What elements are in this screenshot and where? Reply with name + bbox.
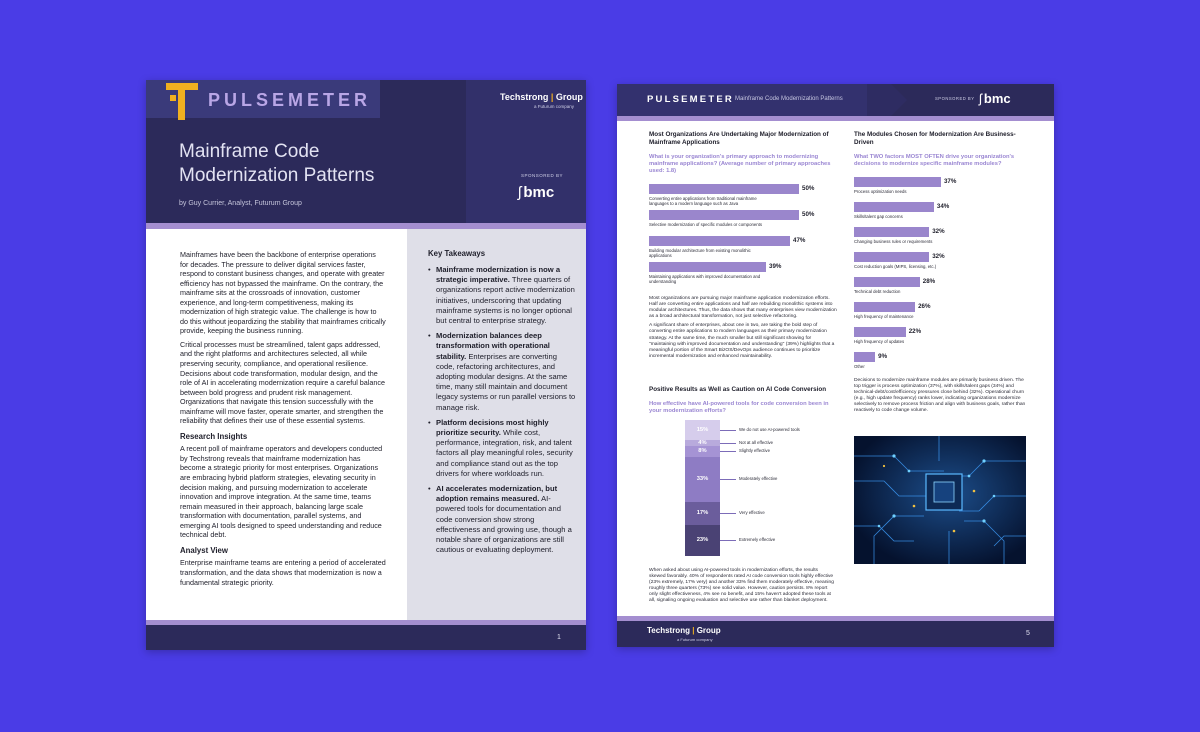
segment-category-label: We do not use AI-powered tools: [739, 427, 800, 433]
bar-category-label: Building modular architecture from existing monolithic applications: [649, 248, 751, 259]
techstrong-name: Techstrong: [500, 92, 549, 102]
brand-name: PULSEMETER: [208, 90, 372, 110]
bar-category-label: Changing business rules or requirements: [854, 239, 933, 244]
chart-bar: [649, 262, 766, 272]
takeaway-item: [428, 265, 576, 326]
bullet-icon: •: [428, 265, 431, 274]
intro-paragraph: Critical processes must be streamlined, talent gaps addressed, and the right platforms and architectures selected, all while preserving security, compliance, and operational resilience. Decisions about code transformation, modular design, and the role of AI in accelerating modernization require a careful balance between bold progress and prudent risk management. Organizations that navigate this tension successfully with the mainframe will move faster, operate smarter, and strengthen the reliability that defines their use of these essential systems.: [180, 339, 385, 426]
chart-bar: [854, 177, 941, 187]
leader-line: [720, 430, 736, 431]
bar-value-label: 28%: [922, 278, 936, 285]
body-paragraph: A significant share of enterprises, about one in two, are taking the bold step of converting entire applications to modern languages as their primary modernization strategy. At the same time, the much smaller but still significant showing for "maintaining with improved documentation and understanding" (39%) highlights that a meaningful portion of the Smart BizOS/DevOps audience continues to prioritize incremental modernization and enhanced maintainability.: [649, 323, 835, 359]
takeaway-item: [428, 484, 576, 555]
bmc-mark-icon: ʃ: [518, 184, 522, 201]
futurum-tagline: a Futurum company: [534, 104, 575, 109]
takeaway-item: [428, 331, 576, 413]
bar-value-label: 47%: [793, 237, 806, 244]
section-title: The Modules Chosen for Modernization Are Business-Driven: [854, 131, 1016, 146]
analyst-paragraph: Enterprise mainframe teams are entering a period of accelerated transformation, and the data shows that modernization is now a fundamental strategic priority.: [180, 558, 386, 587]
chart-bar: [854, 252, 929, 262]
bar-category-label: Technical debt reduction: [854, 289, 901, 294]
intro-paragraph: Mainframes have been the backbone of enterprise operations for decades. The pressure to deliver digital services faster, respond to constant business changes, and operate with greater efficiency has not bypassed the mainframe. On the contrary, the mainframe sits at the crossroads of innovation, customer experience, and long-term competitiveness, making its modernization of high strategic value. The challenge is how to do this without jeopardizing the stability that mainframes critically provide, keeping the business running.: [180, 250, 386, 336]
key-takeaways-panel: [407, 229, 586, 620]
bar-value-label: 37%: [943, 178, 957, 185]
section-title: Most Organizations Are Undertaking Major Modernization of Mainframe Applications: [649, 131, 829, 146]
cover-header: [146, 80, 586, 223]
page-footer: [146, 625, 586, 650]
bullet-icon: •: [428, 331, 431, 341]
chart-bar: [854, 352, 875, 362]
page-number: 1: [557, 634, 561, 641]
segment-category-label: Very effective: [739, 510, 765, 516]
page-header: [617, 84, 1054, 116]
stacked-segment: 33%: [685, 457, 720, 502]
leader-line: [720, 513, 736, 514]
sponsor-panel: [466, 80, 586, 223]
leader-line: [720, 479, 736, 480]
bar-category-label: Cost reduction goals (MIPS, licensing, etc.): [854, 264, 937, 269]
page-number: 5: [1026, 630, 1030, 637]
bar-category-label: Maintaining applications with improved documentation and understanding: [649, 274, 761, 285]
bar-value-label: 32%: [932, 228, 945, 235]
bar-category-label: Skills/talent gap concerns: [854, 214, 903, 219]
research-paragraph: A recent poll of mainframe operators and developers conducted by Techstrong reveals that mainframe modernization has become a strategic priority for most enterprises. Organizations are embracing hybrid platform strategies, elevating security in decision making, and pursuing modernization to accelerate innovation and improve integration. At the same time, teams remain measured in their approach, balancing large scale transformation with documentation, parallel systems, and emerging AI tools designed to speed understanding and reduce technical debt.: [180, 444, 383, 540]
section-body: [854, 378, 1029, 418]
analyst-view-heading: Analyst View: [180, 545, 228, 555]
takeaway-lead: Platform decisions most highly prioritize security.: [436, 417, 549, 438]
bar-value-label: 26%: [918, 303, 931, 310]
bar-value-label: 50%: [802, 211, 815, 218]
logo-separator: |: [550, 92, 554, 102]
techstrong-group: Group: [696, 626, 721, 635]
chart-bar: [649, 184, 799, 194]
stacked-segment: 23%: [685, 525, 720, 556]
bar-value-label: 22%: [908, 328, 922, 335]
header-report-title: Mainframe Code Modernization Patterns: [735, 96, 843, 102]
survey-question: What TWO factors MOST OFTEN drive your organization's decisions to modernize specific mainframe modules?: [854, 154, 1015, 168]
report-byline: by Guy Currier, Analyst, Futurum Group: [179, 200, 302, 207]
segment-category-label: Extremely effective: [739, 537, 776, 543]
bullet-icon: •: [428, 417, 431, 427]
techstrong-logo: [500, 92, 583, 102]
header-divider: [617, 116, 1054, 121]
research-insights-heading: Research Insights: [180, 431, 248, 441]
takeaway-text: AI-powered tools for documentation and code conversion show strong effectiveness and growing use, though a notable share of organizations are still cautious or evaluating deployment.: [436, 494, 572, 555]
takeaway-text: Enterprises are converting code, refactoring architectures, and adopting modular designs. At the same time, many still maintain and document legacy systems or run parallel versions to manage risk.: [436, 351, 576, 412]
bmc-logo: [518, 184, 554, 201]
bar-category-label: Selective modernization of specific modules or components: [649, 222, 762, 227]
stacked-segment: 4%: [685, 440, 720, 445]
stacked-segment: 17%: [685, 502, 720, 525]
report-inner-page: [617, 84, 1054, 647]
survey-question: How effective have AI-powered tools for code conversion been in your modernization efforts?: [649, 401, 829, 415]
bar-category-label: Process optimization needs: [854, 189, 907, 194]
key-takeaways-heading: Key Takeaways: [428, 249, 486, 258]
takeaway-text: Three quarters of organizations report active modernization initiatives, underscoring that updating mainframe systems is no longer optional but central to enterprise strategy.: [436, 275, 575, 326]
techstrong-logo: [647, 626, 721, 635]
bmc-logo: [979, 91, 1011, 106]
chart-bar: [649, 210, 799, 220]
survey-question: What is your organization's primary approach to modernizing mainframe applications? (Average number of primary approaches used: 1.8): [649, 154, 831, 175]
body-paragraph: When asked about using AI-powered tools in modernization efforts, the results skewed favorably. 40% of respondents rated AI code conversion tools highly effective (23% extremely, 17% very) and another 33% find them moderately effective, meaning roughly three quarters (73%) see solid value. However, caution persists. 8% report only slight effectiveness, 4% see no benefit, and 15% haven't adopted these tools at all, signaling ongoing evaluation and selective use rather than blanket deployment.: [649, 568, 834, 604]
bar-category-label: Other: [854, 364, 865, 369]
bar-category-label: High frequency of updates: [854, 339, 905, 344]
stacked-segment: 15%: [685, 420, 720, 440]
takeaway-text: While cost, performance, integration, risk, and talent factors all play meaningful roles, security and compliance stand out as the top drivers for where workloads run.: [436, 428, 573, 478]
bmc-name: bmc: [523, 184, 555, 201]
bmc-mark-icon: ʃ: [979, 91, 982, 106]
report-cover-page: [146, 80, 586, 650]
intro-column: [180, 250, 386, 591]
leader-line: [720, 540, 736, 541]
bar-category-label: Converting entire applications from traditional mainframe languages to a modern language such as Java: [649, 196, 757, 207]
segment-category-label: Not at all effective: [739, 440, 774, 446]
bar-category-label: High frequency of maintenance: [854, 314, 914, 319]
takeaway-lead: AI accelerates modernization, but adoption remains measured.: [436, 484, 558, 504]
section-body: [649, 296, 839, 363]
sponsored-by-label: SPONSORED BY: [935, 96, 975, 101]
brand-name: PULSEMETER: [647, 94, 734, 105]
techstrong-group: Group: [555, 92, 583, 102]
bullet-icon: •: [428, 484, 431, 494]
pulsemeter-logo-icon: [166, 81, 198, 123]
chart-bar: [854, 302, 915, 312]
stacked-segment: 8%: [685, 446, 720, 457]
leader-line: [720, 451, 736, 452]
leader-line: [720, 443, 736, 444]
chart-bar: [854, 277, 920, 287]
page-footer: [617, 621, 1054, 647]
takeaway-lead: Modernization balances deep transformation with operational stability.: [436, 331, 550, 361]
chart-bar: [854, 202, 934, 212]
body-paragraph: Decisions to modernize mainframe modules are primarily business driven. The top trigger is process optimization (37%), with skills/talent gaps (34%) and technical-debt/cost/efficiency pressures close behind (32%). Operational churn (e.g., high update frequency) ranks lower, indicating organizations modernize selectively to remove process friction and align with business goals, rather than reactively to code change volume.: [854, 378, 1026, 414]
report-title: Mainframe Code Modernization Patterns: [179, 141, 375, 186]
chart-bar: [854, 227, 929, 237]
bar-value-label: 34%: [936, 203, 950, 210]
bmc-name: bmc: [983, 91, 1011, 106]
bar-value-label: 39%: [769, 263, 782, 270]
section-body: [649, 568, 834, 608]
bar-value-label: 32%: [932, 253, 945, 260]
header-chevron-accent: [867, 84, 907, 116]
segment-category-label: Slightly effective: [739, 448, 770, 454]
logo-separator: |: [692, 626, 695, 635]
techstrong-name: Techstrong: [647, 626, 690, 635]
bar-value-label: 50%: [802, 185, 815, 192]
futurum-tagline: a Futurum company: [677, 637, 713, 642]
segment-category-label: Moderately effective: [739, 476, 778, 482]
chart-bar: [649, 236, 790, 246]
circuit-board-image: [854, 436, 1026, 564]
section-title: Positive Results as Well as Caution on AI Code Conversion: [649, 386, 827, 393]
bar-value-label: 9%: [878, 353, 888, 360]
takeaway-lead: Mainframe modernization is now a strategic imperative.: [436, 265, 561, 285]
brand-bar: [146, 80, 380, 118]
sponsored-by-label: SPONSORED BY: [521, 173, 564, 178]
key-takeaways-list: [428, 265, 576, 560]
body-paragraph: Most organizations are pursuing major mainframe application modernization efforts. Half are converting entire applications and half are rebuilding monolithic systems into modular architectures. Thus, the data shows that many enterprises view modernization as a broad architectural transformation, not just selective refactoring.: [649, 296, 837, 320]
chart-bar: [854, 327, 906, 337]
takeaway-item: [428, 418, 576, 479]
